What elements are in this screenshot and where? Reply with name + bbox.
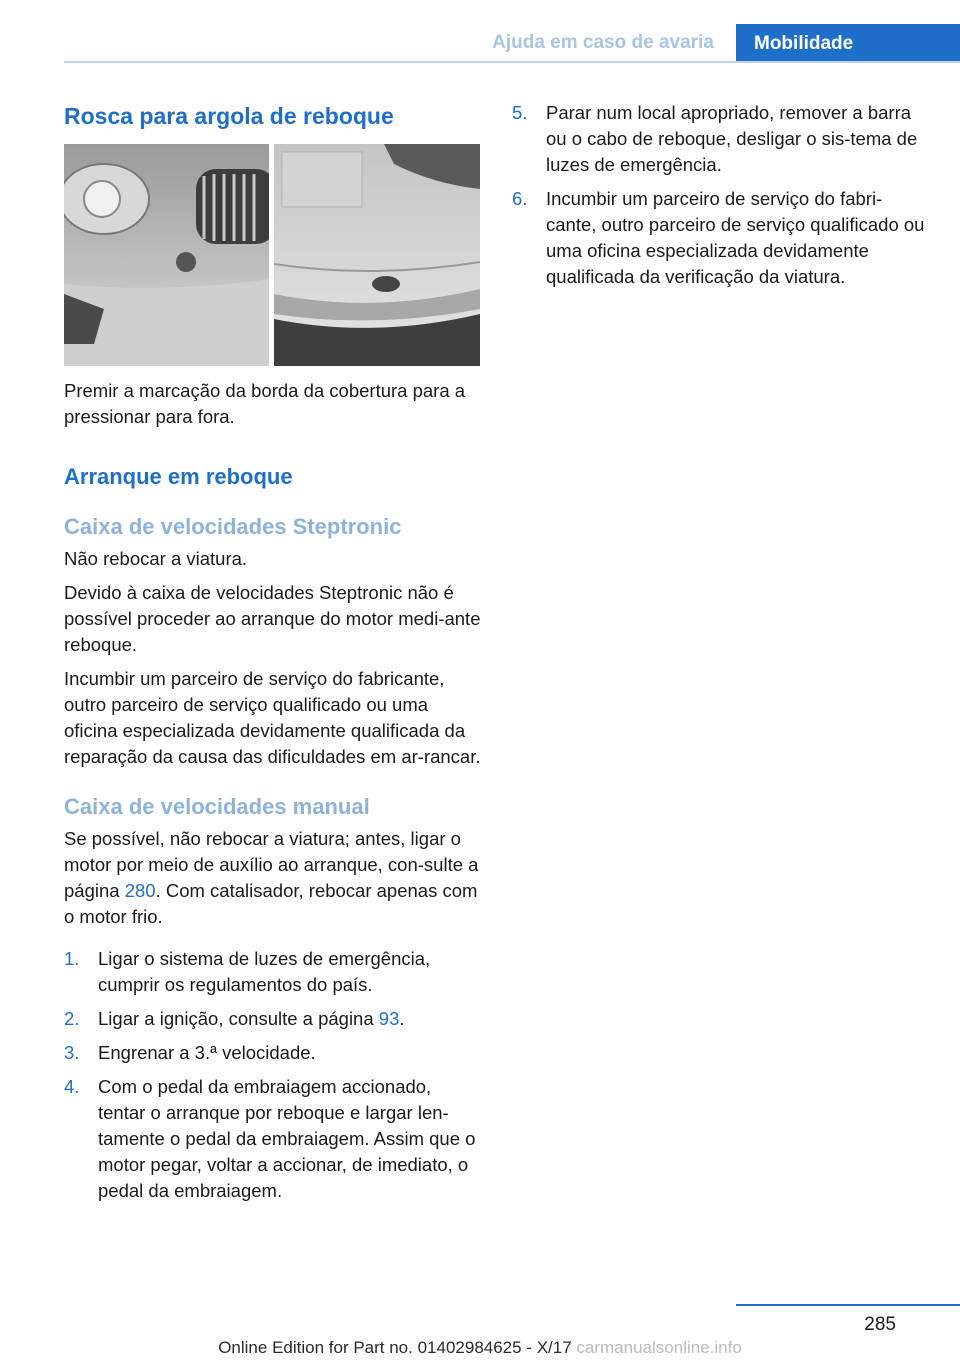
steps-list-right — [512, 100, 932, 290]
heading-manual: Caixa de velocidades manual — [64, 794, 370, 819]
list-item: 5. Parar num local apropriado, remover a barra ou o cabo de reboque, desligar o sis-tema de luzes de emergência. — [512, 102, 918, 175]
manual-paragraph: Se possível, não rebocar a viatura; antes, ligar o motor por meio de auxílio ao arranque, con-sulte a página 280. Com catalisador, rebocar apenas com o motor frio. — [64, 828, 479, 927]
towing-eye-figure — [64, 144, 480, 366]
steps-list-left — [64, 946, 482, 1204]
footer-edition: Online Edition for Part no. 01402984625 - X/17 carmanualsonline.info — [218, 1338, 742, 1357]
header-rule — [64, 61, 960, 63]
steptronic-paragraph-1: Não rebocar a viatura. — [64, 548, 248, 569]
rear-bumper-image — [274, 144, 480, 366]
list-item: 2. Ligar a ignição, consulte a página 93. — [64, 1008, 405, 1029]
steptronic-paragraph-2: Devido à caixa de velocidades Steptronic não é possível proceder ao arranque do motor medi-ante reboque. — [64, 582, 481, 655]
list-item: 1. Ligar o sistema de luzes de emergência, cumprir os regulamentos do país. — [64, 948, 431, 995]
heading-tow-start: Arranque em reboque — [64, 464, 293, 489]
header-chapter-tab: Mobilidade — [736, 24, 960, 63]
page-number: 285 — [864, 1314, 896, 1335]
front-bumper-image — [64, 144, 269, 366]
list-item: 4. Com o pedal da embraiagem accionado, tentar o arranque por reboque e largar len-tamente o pedal da embraiagem. Assim que o motor pegar, voltar a accionar, de imediato, o pedal da embraiagem. — [64, 1076, 476, 1201]
left-column — [64, 100, 482, 1204]
right-column — [512, 100, 932, 290]
page-rule — [736, 1304, 960, 1306]
page-link-280[interactable]: 280 — [124, 880, 156, 901]
steptronic-paragraph-3: Incumbir um parceiro de serviço do fabricante, outro parceiro de serviço qualificado ou uma oficina especializada devidamente qualificada da reparação da causa das dificuldades em ar-rancar. — [64, 668, 481, 767]
heading-towing-eye: Rosca para argola de reboque — [64, 103, 394, 129]
header-section-tab: Ajuda em caso de avaria — [492, 31, 714, 53]
cover-instruction: Premir a marcação da borda da cobertura para a pressionar para fora. — [64, 380, 466, 427]
list-item: 3. Engrenar a 3.ª velocidade. — [64, 1042, 316, 1063]
heading-steptronic: Caixa de velocidades Steptronic — [64, 514, 402, 539]
page-link-93[interactable]: 93 — [378, 1008, 400, 1029]
list-item: 6. Incumbir um parceiro de serviço do fabri-cante, outro parceiro de serviço qualificado ou uma oficina especializada devidamente qualificada da verificação da viatura. — [512, 188, 925, 287]
watermark: carmanualsonline.info — [576, 1338, 742, 1357]
